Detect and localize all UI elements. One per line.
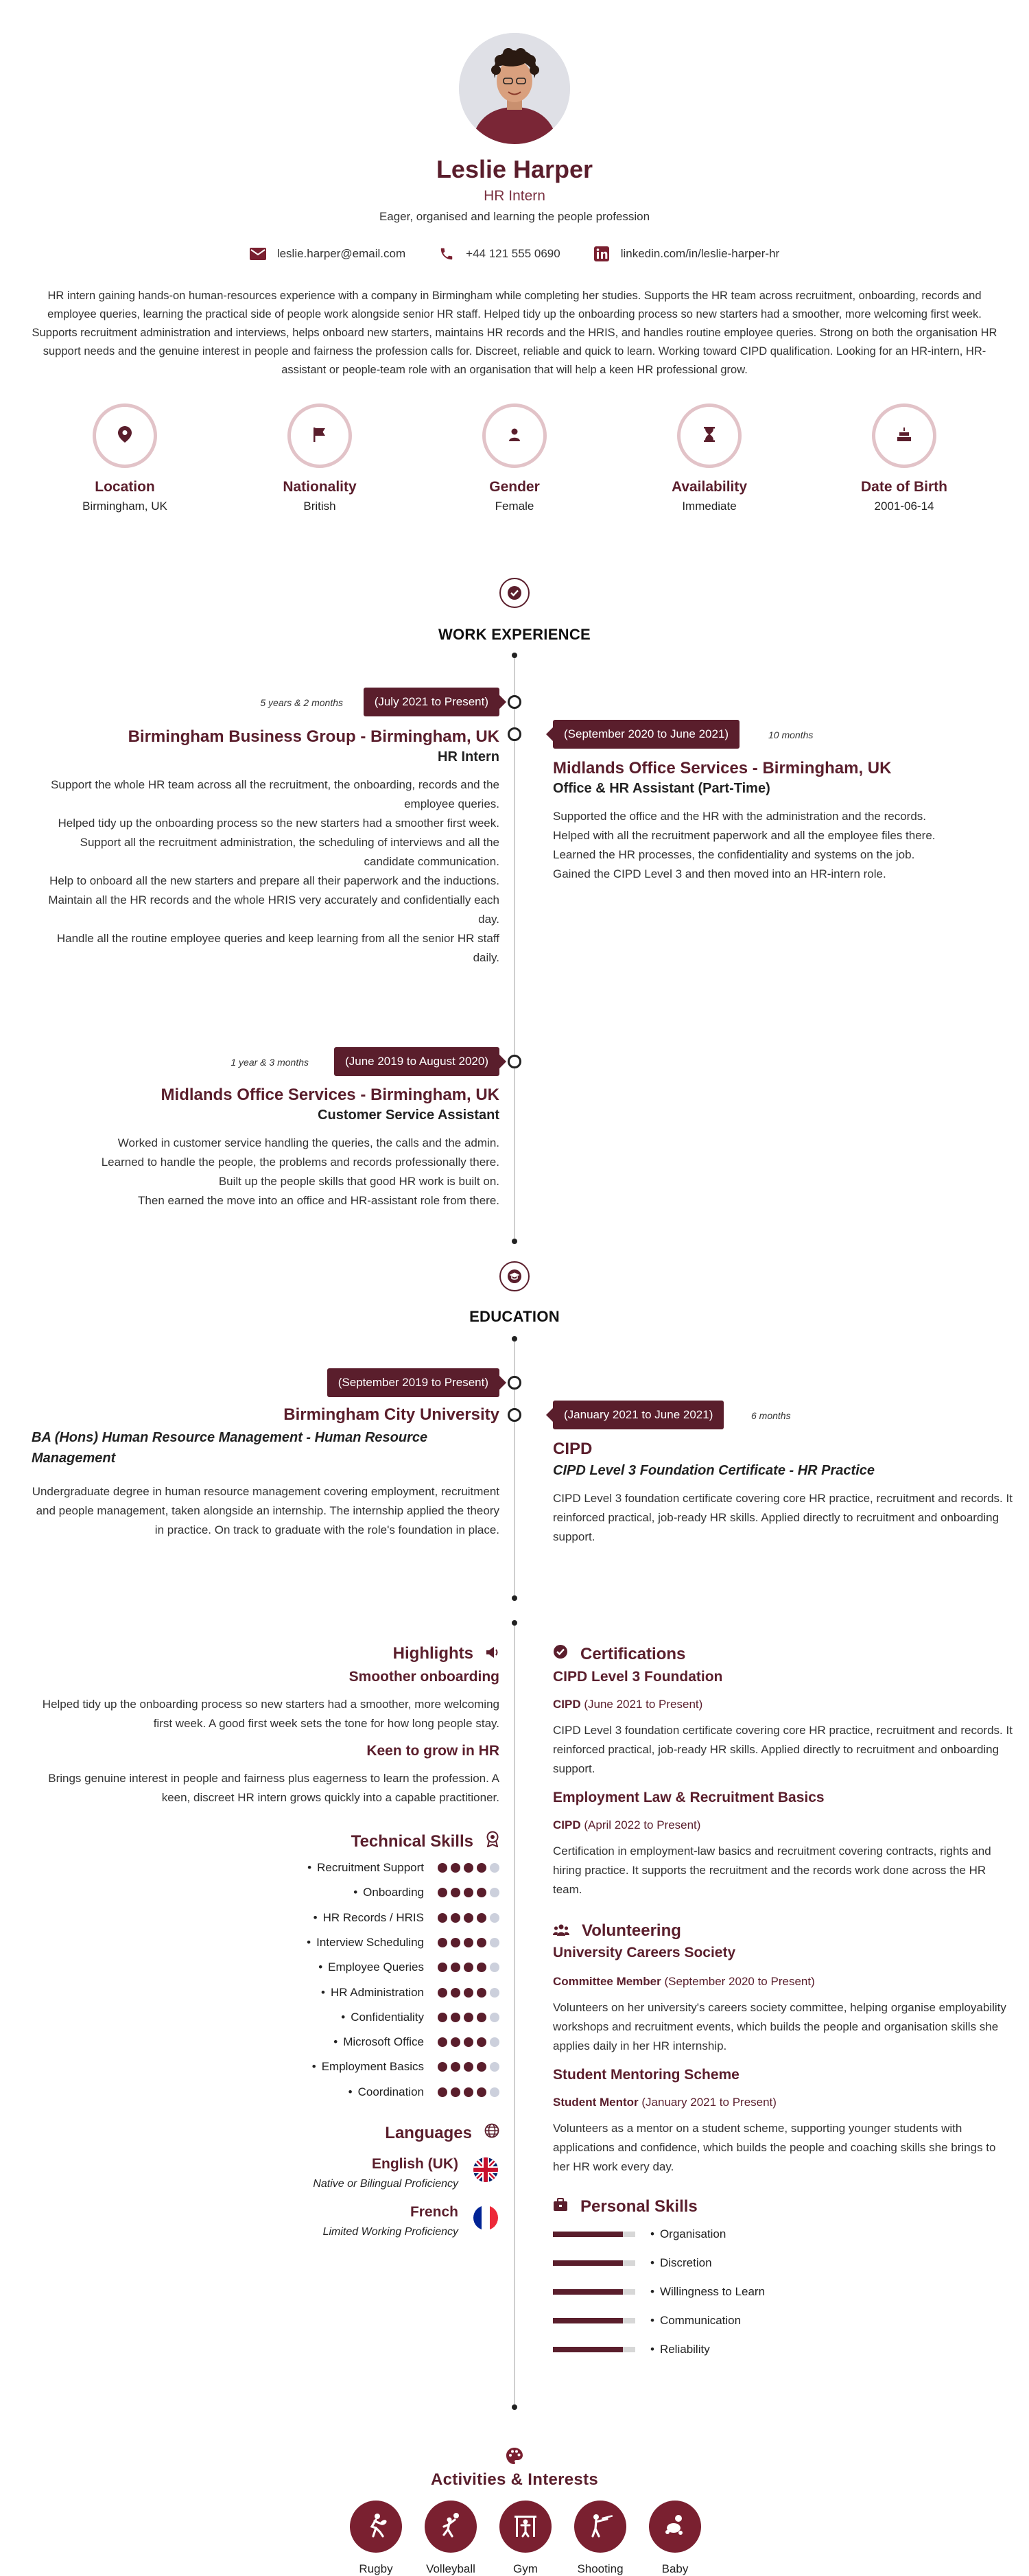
rating-dot — [464, 1938, 473, 1947]
personal-skills-heading: Personal Skills — [553, 2197, 698, 2216]
rating-dot — [490, 2013, 499, 2022]
personal-skill-row: • Willingness to Learn — [553, 2285, 765, 2299]
personal-facts — [56, 403, 973, 513]
rating-dot — [477, 2037, 486, 2047]
timeline-node — [508, 1376, 521, 1390]
personal-skill-row: • Discretion — [553, 2256, 712, 2270]
skill-rating — [438, 1913, 499, 1923]
cert-text: Certification in employment-law basics and recruitment covering contracts, rights and hiring practice. It supports the recruitment and the records work done across the HR team. — [553, 1845, 991, 1896]
rating-dot — [490, 1863, 499, 1873]
job-title: Customer Service Assistant — [318, 1108, 499, 1123]
fact-availability: Availability Immediate — [641, 403, 778, 513]
skill-level-fill — [553, 2318, 623, 2323]
phone-contact[interactable] — [438, 246, 560, 262]
personal-skill-label: Communication — [659, 2314, 742, 2327]
contact-bar — [0, 246, 1029, 262]
personal-skill-label: Discretion — [659, 2256, 712, 2269]
rating-dot — [477, 1938, 486, 1947]
skill-rating — [438, 2013, 499, 2022]
skill-rating — [438, 1988, 499, 1998]
linkedin-contact[interactable] — [593, 246, 779, 262]
tech-skill-label: Coordination — [357, 2085, 424, 2098]
rating-dot — [464, 2087, 473, 2097]
highlight-text: Helped tidy up the onboarding process so new starters had a smoother, more welcoming first week. A good first week sets the tone for how long people stay. — [42, 1698, 499, 1730]
rating-dot — [464, 1913, 473, 1923]
rating-dot — [438, 1963, 447, 1972]
rating-dot — [451, 1988, 460, 1998]
skill-rating — [438, 2037, 499, 2047]
rating-dot — [464, 1863, 473, 1873]
skill-rating — [438, 2062, 499, 2072]
rating-dot — [477, 2062, 486, 2072]
tech-skill-row: • Employment Basics — [312, 2060, 499, 2074]
fact-nationality: Nationality British — [251, 403, 388, 513]
rating-dot — [477, 1963, 486, 1972]
skill-level-bar — [553, 2232, 635, 2237]
work-section-title: WORK EXPERIENCE — [438, 626, 591, 643]
skill-level-bar — [553, 2289, 635, 2295]
job-date-badge: (July 2021 to Present) — [364, 688, 499, 716]
personal-skill-row: • Communication — [553, 2314, 741, 2328]
timeline-dot — [512, 2404, 517, 2410]
people-icon — [553, 1921, 569, 1941]
timeline-dot — [512, 1595, 517, 1601]
phone-text[interactable]: +44 121 555 0690 — [466, 247, 560, 260]
personal-skill-label: Organisation — [659, 2227, 726, 2240]
timeline-node — [508, 727, 521, 741]
rugby-icon — [362, 2511, 390, 2542]
timeline-dot — [512, 1336, 517, 1342]
edu-description: Undergraduate degree in human resource management covering employment, recruitment and people management, taken alongside an internship. The internship applied the theory in practice. On track to graduate with the role's foundation in place. — [32, 1485, 499, 1536]
tech-skill-row: • Coordination — [348, 2085, 499, 2099]
timeline-dot — [512, 1239, 517, 1244]
job-description: Support the whole HR team across all the recruitment, the onboarding, records and the employee queries. Helped tidy up the onboarding process so the new starters had a smoother first week. Support all the recruitment administration, the scheduling of interviews and all the candidate communication. Help to onboard all the new starters and prepare all their paperwork and the inductions. Maintain all the HR records and the whole HRIS very accurately and confidentially each day. Handle all the routine employee queries and keep learning from all the senior HR staff daily. — [48, 778, 499, 964]
rating-dot — [464, 1988, 473, 1998]
volunteer-org: Student Mentoring Scheme — [553, 2067, 740, 2083]
job-duration: 5 years & 2 months — [260, 697, 343, 708]
skill-rating — [438, 1888, 499, 1897]
personal-skill-label: Willingness to Learn — [659, 2285, 766, 2298]
tech-skill-row: • Recruitment Support — [307, 1861, 499, 1875]
volunteer-text: Volunteers as a mentor on a student scheme, supporting younger students with applications and confidence, which builds the people and coaching skills she brings to her HR work every day. — [553, 2122, 996, 2173]
job-company: Birmingham Business Group - Birmingham, UK — [128, 727, 499, 746]
fact-gender: Gender Female — [446, 403, 583, 513]
edu-duration: 6 months — [751, 1410, 791, 1421]
cert-meta: CIPD (June 2021 to Present) — [553, 1698, 703, 1711]
rating-dot — [477, 1888, 486, 1897]
skill-level-fill — [553, 2260, 623, 2266]
tech-skills-heading: Technical Skills — [351, 1831, 499, 1852]
activities-heading: Activities & Interests — [430, 2470, 599, 2489]
tech-skill-row: • HR Records / HRIS — [314, 1911, 499, 1925]
tech-skill-label: Employment Basics — [321, 2060, 424, 2074]
job-description: Worked in customer service handling the queries, the calls and the admin. Learned to handle the people, the problems and records professionally there. Built up the people skills that good HR work is built on. Then earned the move into an office and HR-assistant role from there. — [101, 1136, 499, 1207]
rating-dot — [451, 2062, 460, 2072]
rating-dot — [490, 1963, 499, 1972]
skill-level-bar — [553, 2318, 635, 2323]
rating-dot — [477, 1988, 486, 1998]
tech-skill-label: HR Records / HRIS — [322, 1910, 424, 1924]
palette-icon — [506, 2447, 523, 2468]
megaphone-icon — [486, 1644, 499, 1663]
phone-icon — [438, 246, 455, 262]
email-text[interactable]: leslie.harper@email.com — [276, 247, 406, 260]
avatar — [459, 33, 570, 144]
rating-dot — [464, 2062, 473, 2072]
tech-skill-row: • Onboarding — [353, 1886, 499, 1899]
tech-skill-label: Recruitment Support — [317, 1861, 424, 1874]
hourglass-icon — [703, 427, 715, 445]
language-item: English (UK) Native or Bilingual Proficiency — [313, 2156, 458, 2190]
job-duration: 1 year & 3 months — [230, 1057, 309, 1068]
job-date-badge: (June 2019 to August 2020) — [334, 1047, 499, 1076]
job-company: Midlands Office Services - Birmingham, UK — [161, 1086, 499, 1104]
rating-dot — [438, 1988, 447, 1998]
timeline-dot — [512, 653, 517, 658]
rating-dot — [464, 2013, 473, 2022]
job-title: Office & HR Assistant (Part-Time) — [553, 781, 770, 796]
tech-skill-row: • HR Administration — [321, 1986, 499, 2000]
personal-skill-label: Reliability — [659, 2343, 710, 2356]
activity-volleyball: Volleyball — [413, 2501, 488, 2576]
rating-dot — [438, 1913, 447, 1923]
activity-shooting: Shooting — [563, 2501, 638, 2576]
rating-dot — [451, 1888, 460, 1897]
volunteer-text: Volunteers on her university's careers society committee, helping organise employability workshops and recruitment events, which builds the people and organisation skills she applies daily in her HR internship. — [553, 2001, 1006, 2052]
tech-skill-label: Confidentiality — [351, 2010, 424, 2024]
linkedin-icon — [593, 246, 610, 262]
activity-baby: Baby — [637, 2501, 713, 2576]
flag-icon — [313, 427, 327, 445]
candidate-name: Leslie Harper — [436, 155, 593, 183]
rating-dot — [438, 2013, 447, 2022]
edu-school: Birmingham City University — [283, 1405, 499, 1424]
volunteer-meta: Committee Member (September 2020 to Present) — [553, 1975, 815, 1988]
languages-heading: Languages — [385, 2123, 499, 2143]
cert-meta: CIPD (April 2022 to Present) — [553, 1818, 701, 1831]
skill-rating — [438, 2087, 499, 2097]
job-company: Midlands Office Services - Birmingham, UK — [553, 759, 892, 777]
rating-dot — [438, 1938, 447, 1947]
rating-dot — [464, 1888, 473, 1897]
globe-icon — [484, 2123, 499, 2143]
personal-skill-row: • Organisation — [553, 2227, 726, 2241]
skill-level-fill — [553, 2289, 623, 2295]
edu-degree: BA (Hons) Human Resource Management - Human Resource Management — [32, 1430, 428, 1466]
tech-skill-row: • Confidentiality — [341, 2011, 499, 2024]
person-icon — [508, 428, 521, 445]
rating-dot — [451, 1963, 460, 1972]
timeline-node — [508, 1055, 521, 1068]
rating-dot — [451, 2087, 460, 2097]
rating-dot — [490, 2062, 499, 2072]
rating-dot — [477, 2087, 486, 2097]
activity-rugby: Rugby — [338, 2501, 414, 2576]
uk-flag-icon — [473, 2157, 498, 2182]
skill-rating — [438, 1863, 499, 1873]
skill-level-bar — [553, 2347, 635, 2352]
language-item: French Limited Working Proficiency — [322, 2204, 458, 2238]
lower-timeline — [514, 1626, 515, 2404]
highlights-heading: Highlights — [393, 1644, 499, 1663]
cert-name: Employment Law & Recruitment Basics — [553, 1790, 825, 1805]
rating-dot — [451, 2013, 460, 2022]
location-icon — [118, 426, 132, 446]
tech-skill-label: Microsoft Office — [343, 2035, 424, 2049]
volunteer-org: University Careers Society — [553, 1945, 736, 1960]
rating-dot — [477, 2013, 486, 2022]
work-section-icon — [499, 578, 530, 608]
tech-skill-label: Interview Scheduling — [316, 1935, 424, 1949]
rating-dot — [464, 2037, 473, 2047]
edu-school: CIPD — [553, 1440, 593, 1458]
rating-dot — [490, 1938, 499, 1947]
fact-dob: Date of Birth 2001-06-14 — [836, 403, 973, 513]
profile-summary: HR intern gaining hands-on human-resources experience with a company in Birmingham while completing her studies. Supports the HR team across recruitment, onboarding, records and employee queries, learning the practical side of people work alongside senior HR staff. Helped tidy up the onboarding process so new starters had a smoother, more welcoming first week. Supports recruitment administration and interviews, helps onboard new starters, maintains HR records and the HRIS, and handles routine employee queries. Strong on both the organisation HR support needs and the genuine interest in people and fairness the profession calls for. Discreet, reliable and quick to learn. Working toward CIPD qualification. Looking for an HR-intern, HR-assistant or people-team role with an organisation that will help a keen HR professional grow. — [32, 290, 997, 376]
rating-dot — [477, 1863, 486, 1873]
volleyball-icon — [437, 2511, 464, 2542]
skill-level-fill — [553, 2347, 623, 2352]
timeline-node — [508, 1408, 521, 1422]
volunteer-meta: Student Mentor (January 2021 to Present) — [553, 2096, 777, 2109]
baby-icon — [661, 2511, 689, 2542]
briefcase-icon — [553, 2197, 568, 2216]
tech-skill-label: Employee Queries — [328, 1960, 424, 1974]
skill-rating — [438, 1938, 499, 1947]
email-icon — [250, 246, 266, 262]
highlight-title: Smoother onboarding — [348, 1669, 499, 1685]
rating-dot — [490, 1988, 499, 1998]
candidate-role: HR Intern — [484, 188, 545, 204]
certifications-heading: Certifications — [553, 1644, 685, 1664]
tech-skill-row: • Interview Scheduling — [307, 1936, 499, 1949]
highlight-text: Brings genuine interest in people and fairness plus eagerness to learn the profession. A keen, discreet HR intern grows quickly into a capable practitioner. — [48, 1772, 499, 1804]
timeline-node — [508, 695, 521, 709]
personal-skill-row: • Reliability — [553, 2343, 710, 2356]
shooting-icon — [587, 2511, 614, 2542]
rating-dot — [451, 1913, 460, 1923]
cert-name: CIPD Level 3 Foundation — [553, 1669, 723, 1685]
tech-skill-label: HR Administration — [330, 1985, 424, 1999]
tech-skill-row: • Employee Queries — [318, 1960, 499, 1974]
tagline: Eager, organised and learning the people profession — [379, 210, 650, 223]
rating-dot — [490, 1888, 499, 1897]
education-section-title: EDUCATION — [469, 1308, 560, 1325]
rating-dot — [490, 1913, 499, 1923]
rating-dot — [438, 2087, 447, 2097]
edu-date-badge: (September 2019 to Present) — [327, 1368, 499, 1397]
activity-gym: Gym — [488, 2501, 563, 2576]
rating-dot — [451, 1863, 460, 1873]
email-contact[interactable] — [250, 246, 405, 262]
volunteering-heading: Volunteering — [553, 1921, 681, 1941]
rating-dot — [438, 1863, 447, 1873]
rating-dot — [451, 2037, 460, 2047]
rating-dot — [490, 2037, 499, 2047]
rating-dot — [438, 2037, 447, 2047]
skill-rating — [438, 1963, 499, 1972]
edu-description: CIPD Level 3 foundation certificate covering core HR practice, recruitment and records. It reinforced practical, job-ready HR skills. Applied directly to recruitment and onboarding support. — [553, 1492, 1013, 1543]
cert-text: CIPD Level 3 foundation certificate covering core HR practice, recruitment and records. It reinforced practical, job-ready HR skills. Applied directly to recruitment and onboarding support. — [553, 1724, 1013, 1775]
edu-date-badge: (January 2021 to June 2021) — [553, 1401, 724, 1429]
timeline-dot — [512, 1620, 517, 1626]
job-title: HR Intern — [438, 749, 499, 764]
job-description: Supported the office and the HR with the administration and the records. Helped with all the recruitment paperwork and all the employee files there. Learned the HR processes, the confidentiality and systems on the job. Gained the CIPD Level 3 and then moved into an HR-intern role. — [553, 810, 936, 880]
linkedin-text[interactable]: linkedin.com/in/leslie-harper-hr — [620, 247, 780, 260]
education-section-icon — [499, 1261, 530, 1291]
rating-dot — [451, 1938, 460, 1947]
fact-location: Location Birmingham, UK — [56, 403, 193, 513]
highlight-title: Keen to grow in HR — [366, 1743, 499, 1759]
france-flag-icon — [473, 2205, 498, 2230]
cake-icon — [897, 427, 912, 445]
tech-skill-label: Onboarding — [363, 1886, 424, 1899]
edu-degree: CIPD Level 3 Foundation Certificate - HR Practice — [553, 1463, 875, 1478]
work-timeline — [514, 658, 515, 1239]
job-date-badge: (September 2020 to June 2021) — [553, 720, 740, 749]
rating-dot — [490, 2087, 499, 2097]
job-duration: 10 months — [768, 729, 814, 740]
skill-level-bar — [553, 2260, 635, 2266]
certificate-icon — [553, 1644, 568, 1664]
award-icon — [486, 1831, 499, 1852]
rating-dot — [438, 1888, 447, 1897]
rating-dot — [477, 1913, 486, 1923]
skill-level-fill — [553, 2232, 623, 2237]
tech-skill-row: • Microsoft Office — [333, 2035, 499, 2049]
rating-dot — [464, 1963, 473, 1972]
gym-icon — [512, 2511, 539, 2542]
rating-dot — [438, 2062, 447, 2072]
